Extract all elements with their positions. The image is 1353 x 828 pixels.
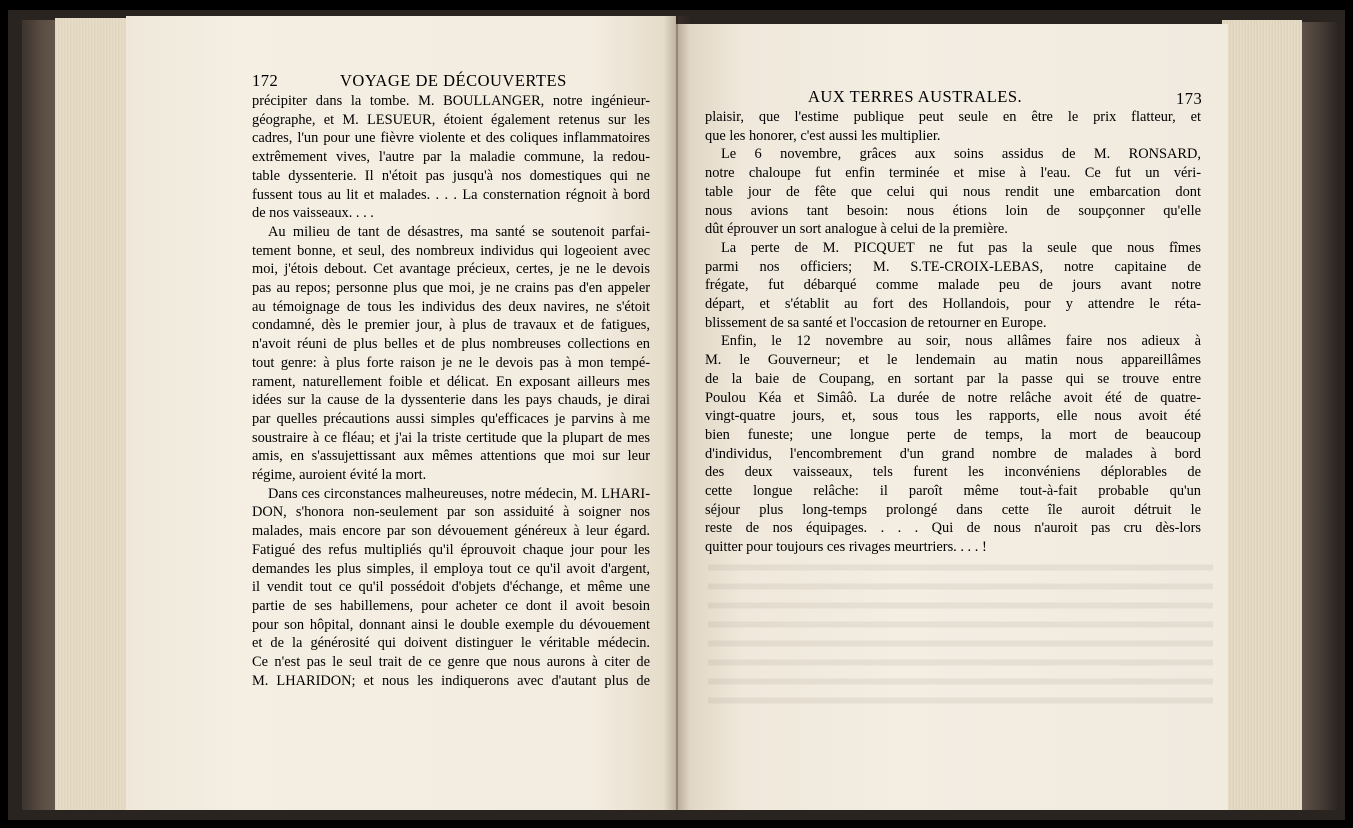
text-line: vingt-quatre jours, et, sous tous les rapports, elle nous avoit été [705, 408, 1201, 425]
text-line: de nos vaisseaux. . . . [252, 205, 374, 222]
text-line: pas au repos; personne plus que moi, je ne crains pas d'en appeler [252, 280, 650, 297]
text-line: La perte de M. PICQUET ne fut pas la seule que nous fîmes [721, 239, 1201, 256]
show-through-text [708, 556, 1213, 706]
text-line: partie de ses habillemens, pour acheter ce dont il avoit besoin [252, 597, 650, 614]
text-line: Dans ces circonstances malheureuses, notre médecin, M. LHARI- [268, 485, 650, 502]
text-line: idées sur la cause de la dyssenterie dans les pays chauds, je dirai [252, 392, 650, 409]
text-line: Enfin, le 12 novembre au soir, nous allâmes faire nos adieux à [721, 333, 1201, 350]
text-line: quitter pour toujours ces rivages meurtriers. . . . ! [705, 539, 987, 556]
text-line: demandes les plus simples, il employa tout ce qu'il avoit d'argent, [252, 560, 650, 577]
text-line: blissement de sa santé et l'occasion de retourner en Europe. [705, 314, 1047, 331]
text-line: Ce n'est pas le seul trait de ce genre que nous aurons à citer de [252, 654, 650, 671]
left-page-edges [55, 18, 133, 810]
text-line: bien funeste; une longue perte de temps, la mort de beaucoup [705, 426, 1201, 443]
text-line: et de la générosité qui doivent distinguer le véritable médecin. [252, 635, 650, 652]
text-line: des deux vaisseaux, tels furent les inconvéniens déplorables de [705, 464, 1201, 481]
text-line: table jour de fête que celui qui nous rendit une embarcation dont [705, 183, 1201, 200]
left-page-text [252, 92, 650, 691]
text-line: de la baie de Coupang, en sortant par la passe qui se trouve entre [705, 370, 1201, 387]
left-page-number: 172 [252, 71, 279, 90]
right-page-number: 173 [1176, 89, 1203, 108]
text-line: parmi nos officiers; M. S.TE-CROIX-LEBAS, notre capitaine de [705, 258, 1201, 275]
right-page-edges [1222, 20, 1302, 810]
text-line: que les honorer, c'est aussi les multiplier. [705, 127, 941, 144]
text-line: dût éprouver un sort analogue à celui de la première. [705, 221, 1008, 238]
text-line: frégate, fut débarqué comme malade peu de jours avant notre [705, 277, 1201, 294]
text-line: Au milieu de tant de désastres, ma santé se soutenoit parfai- [268, 223, 650, 240]
text-line: géographe, et M. LESUEUR, étoient également retenus sur les [252, 111, 650, 128]
text-line: cadres, l'un pour une fièvre violente et des coliques inflammatoires [252, 130, 650, 147]
text-line: Le 6 novembre, grâces aux soins assidus de M. RONSARD, [721, 146, 1201, 163]
text-line: départ, et s'établit au fort des Hollandois, pour y attendre le réta- [705, 296, 1201, 313]
text-line: Poulou Kéa et Simâô. La durée de notre relâche avoit été de quatre- [705, 389, 1201, 406]
right-page-text [705, 108, 1201, 557]
text-line: d'individus, l'encombrement d'un grand nombre de malades à bord [705, 445, 1201, 462]
text-line: par quelles précautions aussi simples qu'efficaces je parvins à me [252, 410, 650, 427]
text-line: condamné, dès le premier jour, à plus de travaux et de fatigues, [252, 317, 650, 334]
text-line: DON, s'honora non-seulement par son assiduité à soigner nos [252, 504, 650, 521]
left-running-head: VOYAGE DE DÉCOUVERTES [340, 71, 567, 90]
text-line: précipiter dans la tombe. M. BOULLANGER, notre ingénieur- [252, 93, 650, 109]
book-gutter [664, 16, 690, 810]
text-line: soustraire à ce fléau; et j'ai la triste certitude que la plupart de mes [252, 429, 650, 446]
text-line: table dyssenterie. Il n'étoit pas jusqu'à nos domestiques qui ne [252, 167, 650, 184]
text-line: régime, auroient évité la mort. [252, 467, 427, 484]
text-line: cette longue relâche: il paroît même tout-à-fait probable qu'un [705, 483, 1201, 500]
text-line: il vendit tout ce qu'il possédoit d'objets d'échange, et même une [252, 579, 650, 596]
text-line: tement bonne, et seul, des nombreux individus qui logeoient avec [252, 242, 650, 259]
right-running-head: AUX TERRES AUSTRALES. [808, 87, 1023, 106]
text-line: moi, j'étois debout. Cet avantage précieux, certes, je ne le devois [252, 261, 650, 278]
text-line: malades, mais encore par son dévouement généreux à leur égard. [252, 523, 650, 540]
text-line: pour son hôpital, donnant ainsi le double exemple du dévouement [252, 616, 650, 633]
text-line: M. le Gouverneur; et le lendemain au matin nous appareillâmes [705, 352, 1201, 369]
text-line: fussent tous au lit et malades. . . . La consternation régnoit à bord [252, 186, 650, 203]
text-line: n'avoit réuni de plus belles et de plus nombreuses collections en [252, 336, 650, 353]
text-line: reste de nos équipages. . . . Qui de nous n'auroit pas cru dès-lors [705, 520, 1201, 537]
text-line: tout genre: à plus forte raison je ne le devois pas à mon tempé- [252, 354, 650, 371]
text-line: notre chaloupe fut enfin terminée et mise à l'eau. Ce fut un véri- [705, 165, 1201, 182]
text-line: nous avions tant besoin: nous étions loin de soupçonner qu'elle [705, 202, 1201, 219]
text-line: au témoignage de tous les individus des deux navires, ne s'étoit [252, 298, 650, 315]
text-line: M. LHARIDON; et nous les indiquerons avec d'autant plus de [252, 672, 650, 689]
text-line: rament, naturellement foible et délicat. En exposant ailleurs mes [252, 373, 650, 390]
text-line: séjour plus long-temps prolongé dans cette île auroit détruit le [705, 501, 1201, 518]
text-line: plaisir, que l'estime publique peut seule en être le prix flatteur, et [705, 109, 1201, 125]
text-line: Fatigué des refus multipliés qu'il éprouvoit chaque jour pour les [252, 541, 650, 558]
text-line: amis, en s'assujettissant aux mêmes attentions que moi sur leur [252, 448, 650, 465]
text-line: extrêmement vives, l'autre par la maladie commune, la redou- [252, 149, 650, 166]
